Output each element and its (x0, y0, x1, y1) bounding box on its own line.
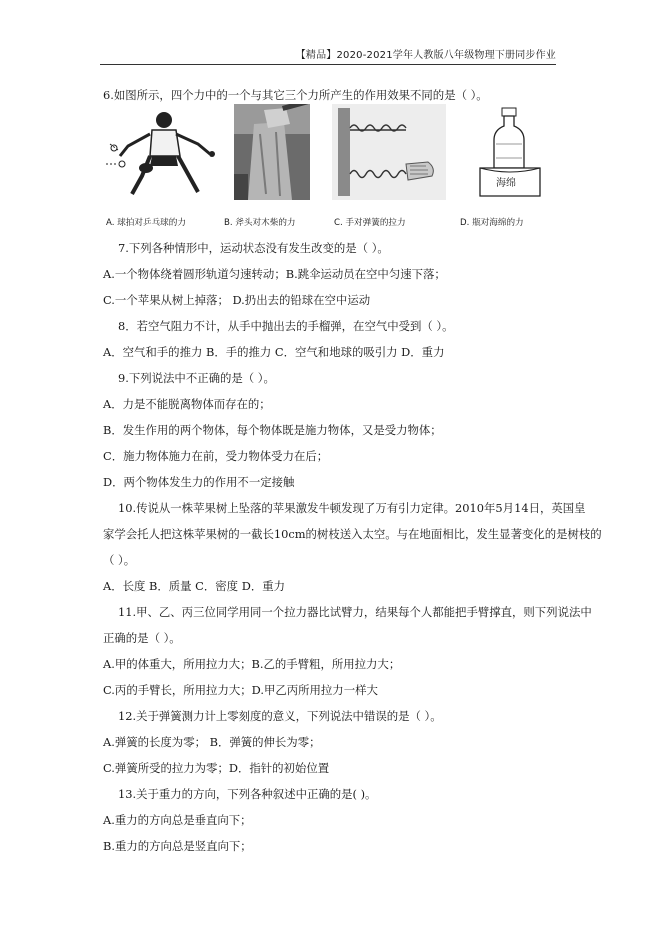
q9-option-a: A．力是不能脱离物体而存在的； (103, 397, 271, 411)
sponge-label: 海绵 (496, 178, 516, 189)
spring-pull-figure (332, 104, 446, 200)
bottle-sponge-figure (474, 104, 546, 200)
q7-line1: A.一个物体绕着圆形轨道匀速转动；B.跳伞运动员在空中匀速下落； (103, 267, 446, 281)
q10-line2: 家学会托人把这株苹果树的一截长10cm的树枝送入太空。与在地面相比，发生显著变化的是树枝的 (103, 527, 602, 541)
table-tennis-figure (106, 104, 218, 200)
q12-line2: C.弹簧所受的拉力为零；D．指针的初始位置 (103, 761, 330, 775)
q6-figures (100, 104, 560, 204)
q8-options: A．空气和手的推力 B．手的推力 C．空气和地球的吸引力 D．重力 (103, 345, 445, 359)
q13-option-b: B.重力的方向总是竖直向下； (103, 839, 252, 853)
q9-option-b: B．发生作用的两个物体，每个物体既是施力物体，又是受力物体； (103, 423, 442, 437)
q9-stem: 9.下列说法中不正确的是（ ）。 (118, 371, 275, 385)
q10-line1: 10.传说从一株苹果树上坠落的苹果激发牛顿发现了万有引力定律。2010年5月14日，英国皇 (118, 501, 586, 515)
q7-stem: 7.下列各种情形中，运动状态没有发生改变的是（ ）。 (118, 241, 389, 255)
q13-stem: 13.关于重力的方向，下列各种叙述中正确的是( )。 (118, 787, 377, 801)
q11-line4: C.丙的手臂长，所用拉力大；D.甲乙丙所用拉力一样大 (103, 683, 378, 697)
q6-caption-b: B. 斧头对木柴的力 (224, 218, 296, 228)
q7-line2: C.一个苹果从树上掉落； D.扔出去的铅球在空中运动 (103, 293, 371, 307)
q10-line3: （ ）。 (103, 553, 136, 567)
q6-stem: 6.如图所示，四个力中的一个与其它三个力所产生的作用效果不同的是（ ）。 (103, 88, 488, 102)
q10-options: A．长度 B．质量 C．密度 D．重力 (103, 579, 285, 593)
q11-line3: A.甲的体重大，所用拉力大；B.乙的手臂粗，所用拉力大； (103, 657, 401, 671)
q9-option-d: D．两个物体发生力的作用不一定接触 (103, 475, 295, 489)
q12-stem: 12.关于弹簧测力计上零刻度的意义，下列说法中错误的是（ ）。 (118, 709, 442, 723)
page-header: 【精品】2020-2021学年人教版八年级物理下册同步作业 (100, 46, 556, 65)
q8-stem: 8．若空气阻力不计，从手中抛出去的手榴弹，在空气中受到（ ）。 (118, 319, 454, 333)
axe-wood-figure (234, 104, 310, 200)
q12-line1: A.弹簧的长度为零； B．弹簧的伸长为零； (103, 735, 321, 749)
q13-option-a: A.重力的方向总是垂直向下； (103, 813, 252, 827)
q9-option-c: C．施力物体施力在前，受力物体受力在后； (103, 449, 329, 463)
q6-caption-d: D. 瓶对海绵的力 (460, 218, 524, 228)
q6-caption-c: C. 手对弹簧的拉力 (334, 218, 406, 228)
q11-line2: 正确的是（ ）。 (103, 631, 181, 645)
q6-caption-a: A. 球拍对乒乓球的力 (106, 218, 186, 228)
q11-line1: 11.甲、乙、丙三位同学用同一个拉力器比试臂力，结果每个人都能把手臂撑直，则下列说法中 (118, 605, 592, 619)
